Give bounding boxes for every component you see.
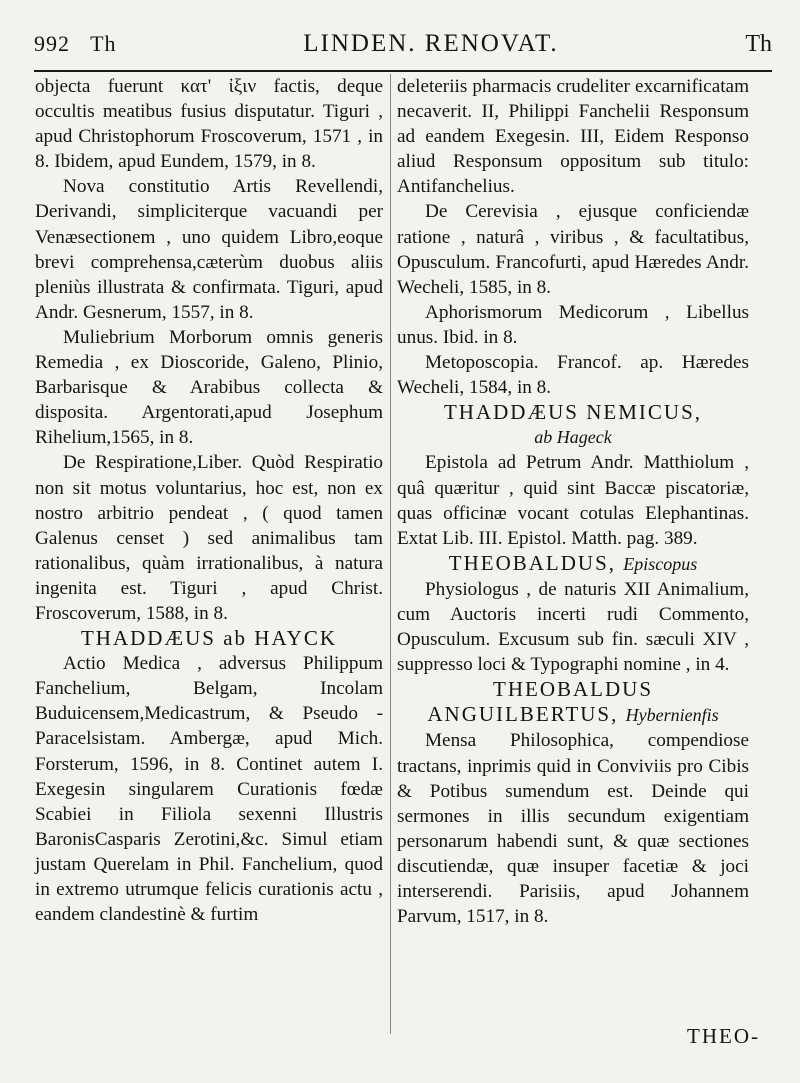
running-title: LINDEN. RENOVAT. [303,30,559,57]
header-right-letters: Th [745,31,772,57]
entry-text: Actio Medica , adversus Philippum Fanchelium, Belgam, Incolam Buduicensem,Medicastrum, & Pseudo - Paracelsistam. Ambergæ, apud Mich. Forsterum, 1596, in 8. Continet autem I. Exegesin singularem Curationis fœdæ Scabiei in Filiola sexenni Illustris BaronisCasparis Zerotini,&c. Simul etiam justam Querelam in Phil. Fanchelium, quod in extremo utrumque felicis curationis actu , eandem clandestinè & furtim [35,653,383,926]
entry-paragraph [35,325,383,450]
entry-paragraph [35,74,383,174]
entry-heading [397,551,749,577]
entry-paragraph [35,174,383,325]
entry-paragraph [35,651,383,927]
catchword: THEO- [687,1024,760,1048]
entry-paragraph [397,199,749,299]
entry-paragraph [397,74,749,199]
entry-paragraph [397,728,749,929]
entry-paragraph [35,450,383,626]
entry-text: objecta fuerunt κατ' ἰξιν factis, deque occultis meatibus fusius disputatur. Tiguri , apud Christophorum Froscoverum, 1571 , in 8. Ibidem, apud Eundem, 1579, in 8. [35,76,383,173]
entry-text: Physiologus , de naturis XII Animalium, cum Auctoris incerti rudi Commento, Opusculum. Excusum sub fin. sæculi XIV , suppresso loci & Typographi nomine , in 4. [397,578,749,676]
header-left [34,31,117,57]
entry-text: Mensa Philosophica, compendiose tractans, inprimis quid in Conviviis pro Cibis & Potibus sumendum est. Deinde qui sermones in illis secundum exigentiam personarum habendi sunt, & quæ sectiones discutiendæ, quæ insuper facetiæ & joci interserendi. Parisiis, apud Johannem Parvum, 1517, in 8. [397,730,749,928]
entry-text: De Cerevisia , ejusque conficiendæ ratione , naturâ , viribus , & facultatibus, Opusculum. Francofurti, apud Hæredes Andr. Wecheli, 1585, in 8. [397,201,749,298]
entry-text: Nova constitutio Artis Revellendi, Derivandi, simpliciterque vacuandi per Venæsectionem , uno quidem Libro,eoque brevi comprehensa,cæterùm duobus aliis pleniùs illustrata & confirmata. Tiguri, apud Andr. Gesnerum, 1557, in 8. [35,176,383,323]
entry-text: THADDÆUS NEMICUS, [443,400,703,425]
entry-text: THEOBALDUS, [448,550,616,575]
entry-subheading [397,425,749,450]
entry-text: Epistola ad Petrum Andr. Matthiolum , quâ quæritur , quid sint Baccæ piscatoriæ, quas officinæ vocant cotulas Elephantinas. Extat Lib. III. Epistol. Matth. pag. 389. [397,452,749,549]
entry-text: Muliebrium Morborum omnis generis Remedia , ex Dioscoride, Galeno, Plinio, Barbarisque & Arabibus collecta & disposita. Argentorati,apud Josephum Rihelium,1565, in 8. [35,326,383,449]
entry-heading [397,677,749,728]
entry-paragraph [397,350,749,400]
entry-text: Aphorismorum Medicorum , Libellus unus. Ibid. in 8. [397,301,749,348]
entry-heading-epithet: Hybernienfis [625,705,719,726]
entry-text: De Respiratione,Liber. Quòd Respiratio non sit motus voluntarius, hoc est, non ex nostro arbitrio pendeat , ( quod tamen Galenus censet ) sed animalibus tam rationalibus, quàm irrationalibus, à natura ingenita est. Tiguri , apud Christ. Froscoverum, 1588, in 8. [35,452,383,624]
entry-heading [35,626,383,651]
running-header [34,30,772,72]
entry-paragraph [397,300,749,350]
header-left-letters: Th [90,31,117,56]
entry-text: deleteriis pharmacis crudeliter excarnificatam necaverit. II, Philippi Fanchelii Responsum ad eandem Exegesin. III, Eidem Responso aliud Responsum oppositum sub titulo: Antifanchelius. [397,76,749,198]
entry-heading [397,400,749,425]
entry-paragraph [397,450,749,550]
entry-text: ab Hageck [534,427,612,448]
page-number: 992 [34,31,70,56]
entry-text: Metoposcopia. Francof. ap. Hæredes Wecheli, 1584, in 8. [397,352,749,399]
left-column [35,74,383,927]
entry-text: THEOBALDUS ANGUILBERTUS, [427,677,653,727]
entry-paragraph [397,577,749,677]
column-divider [390,74,391,1034]
entry-text: THADDÆUS ab HAYCK [80,626,338,651]
right-column [397,74,749,929]
entry-heading-epithet: Episcopus [623,553,698,574]
